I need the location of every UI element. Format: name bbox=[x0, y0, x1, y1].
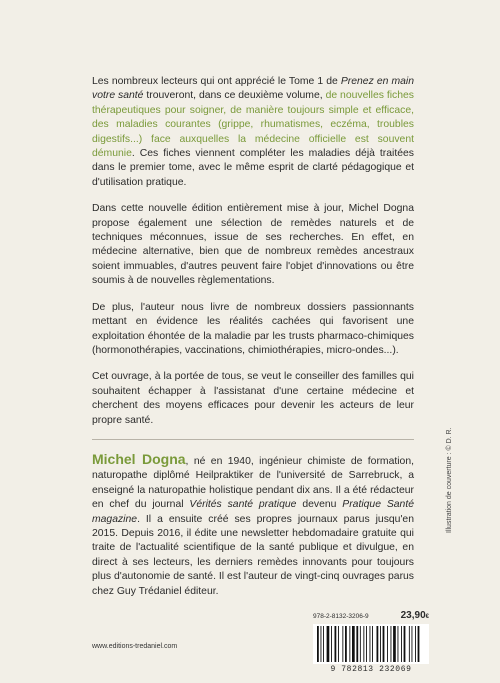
barcode-bar bbox=[335, 626, 337, 662]
barcode-bar bbox=[338, 626, 339, 662]
barcode-bar bbox=[415, 626, 416, 662]
price-value: 23,90 bbox=[400, 610, 426, 621]
barcode-bar bbox=[412, 626, 413, 662]
journal-title: Vérités santé pratique bbox=[189, 499, 297, 511]
barcode-bar bbox=[377, 626, 379, 662]
barcode-bar bbox=[323, 626, 324, 662]
barcode-bar bbox=[345, 626, 347, 662]
blurb-paragraph-4: Cet ouvrage, à la portée de tous, se veut le conseiller des familles qui souhaitent échapper à l'assistanat d'une certaine médecine et cherchent des moyens efficaces pour devenir les acteurs de leur propre santé. bbox=[92, 371, 414, 426]
barcode-bar bbox=[401, 626, 402, 662]
barcode-bar bbox=[404, 626, 406, 662]
author-name: Michel Dogna bbox=[92, 451, 186, 467]
bio-text: devenu bbox=[296, 499, 343, 511]
author-bio bbox=[92, 452, 414, 599]
barcode-bar bbox=[409, 626, 410, 662]
journal-title: Pratique Santé magazine bbox=[92, 499, 414, 525]
barcode-bar bbox=[321, 626, 322, 662]
blurb-paragraph-2: Dans cette nouvelle édition entièrement mise à jour, Michel Dogna propose également une sélection de remèdes naturels et de techniques méconnues, issue de ses recherches. En effet, en médecine alternative, bien que de nombreux remèdes ancestraux soient immuables, d'autres peuvent faire l'objet d'innovations ou être soumis à de nouvelles règlementations. bbox=[92, 203, 414, 287]
barcode bbox=[313, 624, 429, 664]
barcode-block bbox=[313, 610, 429, 674]
isbn: 978-2-8132-3206-9 bbox=[313, 613, 369, 620]
barcode-bar bbox=[363, 626, 364, 662]
barcode-bar bbox=[391, 626, 392, 662]
price-currency: € bbox=[425, 614, 429, 620]
barcode-bar bbox=[342, 626, 343, 662]
publisher-website: www.editions-tredaniel.com bbox=[92, 643, 178, 650]
barcode-bar bbox=[331, 626, 332, 662]
barcode-number: 9 782813 232069 bbox=[330, 665, 412, 674]
highlighted-text: de nouvelles fiches thérapeutiques pour soigner, de manière toujours simple et efficace, des maladies courantes (grippe, rhumatismes, eczéma, troubles digestifs...) face auxquelles la médecine officielle est souvent démunie bbox=[92, 90, 414, 160]
barcode-bar bbox=[349, 626, 350, 662]
barcode-bar bbox=[370, 626, 371, 662]
section-divider bbox=[92, 439, 414, 440]
barcode-bar bbox=[317, 626, 319, 662]
barcode-bar bbox=[360, 626, 361, 662]
book-title: Prenez en main votre santé bbox=[92, 76, 414, 102]
blurb-text: Les nombreux lecteurs qui ont apprécié le Tome 1 de bbox=[92, 76, 341, 87]
back-cover-blurb bbox=[92, 75, 414, 440]
price bbox=[401, 610, 429, 621]
barcode-bar bbox=[352, 626, 355, 662]
barcode-bar bbox=[366, 626, 367, 662]
barcode-bar bbox=[398, 626, 399, 662]
barcode-bar bbox=[418, 626, 420, 662]
barcode-bar bbox=[387, 626, 388, 662]
blurb-text: . Ces fiches viennent compléter les maladies déjà traitées dans le premier tome, avec le même esprit de clarté pédagogique et d'utilisation pratique. bbox=[92, 148, 414, 188]
barcode-bars bbox=[313, 624, 429, 664]
barcode-bar bbox=[372, 626, 373, 662]
barcode-bar bbox=[383, 626, 385, 662]
blurb-paragraph-1 bbox=[92, 75, 414, 190]
blurb-paragraph-3: De plus, l'auteur nous livre de nombreux dossiers passionnants mettant en évidence les réalités cachées qui favorisent une exploitation éhontée de la maladie par les trusts pharmaco-chimiques (hormonothérapies, vaccinations, chimiothérapies, micro-ondes...). bbox=[92, 301, 414, 356]
barcode-bar bbox=[327, 626, 330, 662]
barcode-bar bbox=[380, 626, 381, 662]
bio-text: , né en 1940, ingénieur chimiste de formation, naturopathe diplômé Heilpraktiker de l'université de Sarrebruck, a enseigné la naturopathie holistique pendant dix ans. Il a été rédacteur en chef du journal bbox=[92, 456, 414, 511]
barcode-bar bbox=[393, 626, 396, 662]
cover-credit: Illustration de couverture : © D. R. bbox=[446, 427, 453, 533]
bio-text: . Il a ensuite créé ses propres journaux parus jusqu'en 2015. Depuis 2016, il édite une newsletter hebdomadaire gratuite qui traite de l'actualité scientifique de la santé publique et divulgue, en direct à ses lecteurs, les derniers remèdes innovants pour toujours plus d'autonomie de santé. Il est l'auteur de vingt-cinq ouvrages parus chez Guy Trédaniel éditeur. bbox=[92, 513, 414, 597]
barcode-bar bbox=[356, 626, 358, 662]
blurb-text: trouveront, dans ce deuxième volume, bbox=[143, 90, 326, 102]
